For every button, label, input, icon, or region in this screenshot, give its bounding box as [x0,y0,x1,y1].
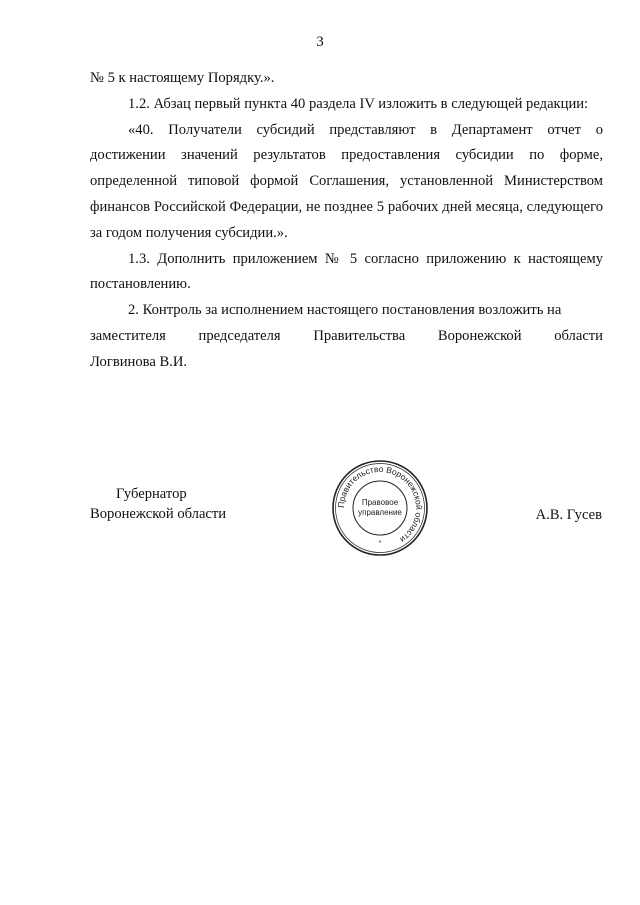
official-seal-icon [330,458,430,558]
signatory-title-line1: Губернатор [116,486,187,502]
seal-ring-text: Правительство Воронежской области [335,463,425,545]
signatory-title-line2: Воронежской области [90,506,227,522]
paragraph-2-line1: 2. Контроль за исполнением настоящего постановления возложить на [128,302,562,319]
seal-bottom-mark: * [378,540,382,547]
signatory-title [90,484,226,524]
paragraph-2-line2: заместителя председателя Правительства Воронежской области [90,327,603,344]
document-body [90,66,603,376]
signatory-name: А.В. Гусев [535,507,602,523]
paragraph-continuation: № 5 к настоящему Порядку.». [90,70,275,86]
page-number: 3 [316,34,324,50]
seal-center-line1: Правовое [361,498,399,507]
paragraph-1-2: 1.2. Абзац первый пункта 40 раздела IV изложить в следующей редакции: [128,95,589,112]
paragraph-1-3: 1.3. Дополнить приложением № 5 согласно приложению к настоящему постановлению. [90,250,603,293]
paragraph-2-line3: Логвинова В.И. [90,353,188,370]
paragraph-40-quote: «40. Получатели субсидий представляют в Департамент отчет о достижении значений результатов предоставления субсидии по форме, определенной типовой формой Соглашения, установленной Министерством финансов Российской Федерации, не позднее 5 рабочих дней месяца, следующего за годом получения субсидии.». [90,121,603,241]
seal-center-line2: управление [358,508,402,517]
